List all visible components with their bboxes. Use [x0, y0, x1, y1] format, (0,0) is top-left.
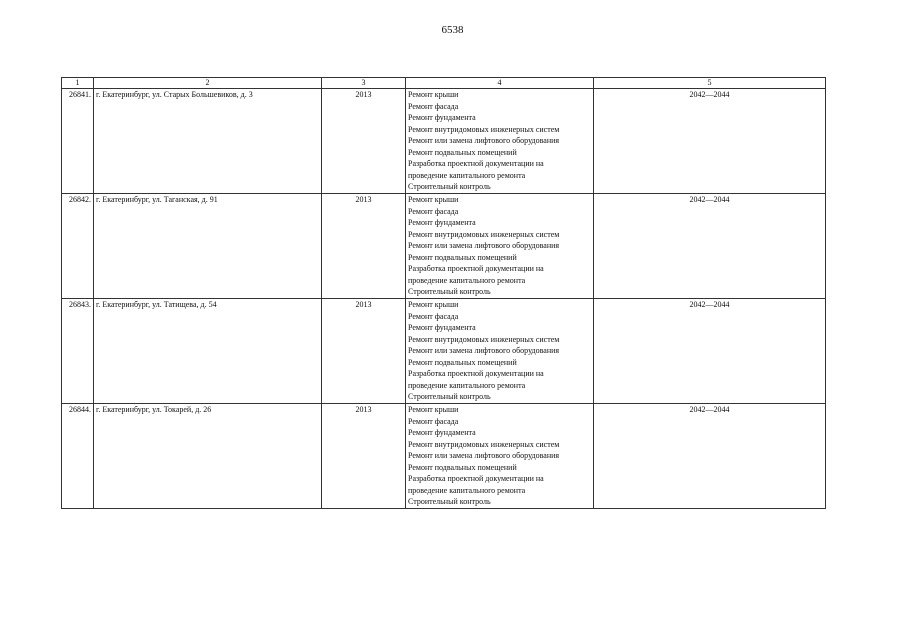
column-header-4: 4	[406, 78, 594, 89]
work-item: Строительный контроль	[408, 497, 491, 506]
column-header-2: 2	[94, 78, 322, 89]
table-row	[62, 194, 826, 299]
works-list	[406, 404, 594, 509]
table-row	[62, 89, 826, 194]
repair-period: 2042—2044	[594, 194, 826, 299]
work-item: Ремонт крыши	[408, 195, 459, 204]
work-item: Ремонт или замена лифтового оборудования	[408, 136, 560, 145]
work-item: Строительный контроль	[408, 182, 491, 191]
work-item: Строительный контроль	[408, 392, 491, 401]
work-item: Ремонт фундамента	[408, 113, 476, 122]
work-item: Ремонт внутридомовых инженерных систем	[408, 439, 560, 449]
work-item: проведение капитального ремонта	[408, 275, 526, 285]
row-number: 26843.	[62, 299, 94, 404]
column-header-3: 3	[322, 78, 406, 89]
work-item: Ремонт или замена лифтового оборудования	[408, 241, 560, 250]
works-list	[406, 299, 594, 404]
row-number: 26841.	[62, 89, 94, 194]
work-item: проведение капитального ремонта	[408, 170, 526, 180]
page-number: 6538	[441, 24, 464, 36]
work-item: Ремонт фасада	[408, 416, 459, 426]
work-item: Ремонт подвальных помещений	[408, 357, 517, 367]
work-item: Ремонт фундамента	[408, 428, 476, 437]
column-header-5: 5	[594, 78, 826, 89]
work-item: Ремонт внутридомовых инженерных систем	[408, 334, 560, 344]
building-address: г. Екатеринбург, ул. Таганская, д. 91	[94, 194, 322, 299]
year-value: 2013	[322, 194, 406, 299]
work-item: Ремонт фасада	[408, 206, 459, 216]
work-item: Строительный контроль	[408, 287, 491, 296]
work-item: Ремонт подвальных помещений	[408, 462, 517, 472]
work-item: проведение капитального ремонта	[408, 485, 526, 495]
work-item: Ремонт фундамента	[408, 323, 476, 332]
table-body	[62, 89, 826, 509]
work-item: проведение капитального ремонта	[408, 380, 526, 390]
building-address: г. Екатеринбург, ул. Токарей, д. 26	[94, 404, 322, 509]
row-number: 26844.	[62, 404, 94, 509]
work-item: Ремонт или замена лифтового оборудования	[408, 451, 560, 460]
works-list	[406, 89, 594, 194]
year-value: 2013	[322, 299, 406, 404]
repair-period: 2042—2044	[594, 89, 826, 194]
row-number: 26842.	[62, 194, 94, 299]
work-item: Ремонт или замена лифтового оборудования	[408, 346, 560, 355]
repair-period: 2042—2044	[594, 404, 826, 509]
work-item: Ремонт фасада	[408, 101, 459, 111]
repair-schedule-table	[61, 77, 826, 509]
work-item: Ремонт крыши	[408, 90, 459, 99]
work-item: Ремонт внутридомовых инженерных систем	[408, 229, 560, 239]
work-item: Разработка проектной документации на	[408, 369, 544, 378]
work-item: Разработка проектной документации на	[408, 264, 544, 273]
repair-period: 2042—2044	[594, 299, 826, 404]
building-address: г. Екатеринбург, ул. Старых Большевиков, д. 3	[94, 89, 322, 194]
work-item: Ремонт крыши	[408, 405, 459, 414]
year-value: 2013	[322, 404, 406, 509]
table-header-row	[62, 78, 826, 89]
year-value: 2013	[322, 89, 406, 194]
column-header-1: 1	[62, 78, 94, 89]
work-item: Ремонт крыши	[408, 300, 459, 309]
table-row	[62, 404, 826, 509]
works-list	[406, 194, 594, 299]
work-item: Ремонт внутридомовых инженерных систем	[408, 124, 560, 134]
work-item: Разработка проектной документации на	[408, 474, 544, 483]
work-item: Ремонт фасада	[408, 311, 459, 321]
table-row	[62, 299, 826, 404]
work-item: Ремонт подвальных помещений	[408, 252, 517, 262]
work-item: Разработка проектной документации на	[408, 159, 544, 168]
work-item: Ремонт фундамента	[408, 218, 476, 227]
work-item: Ремонт подвальных помещений	[408, 147, 517, 157]
building-address: г. Екатеринбург, ул. Татищева, д. 54	[94, 299, 322, 404]
